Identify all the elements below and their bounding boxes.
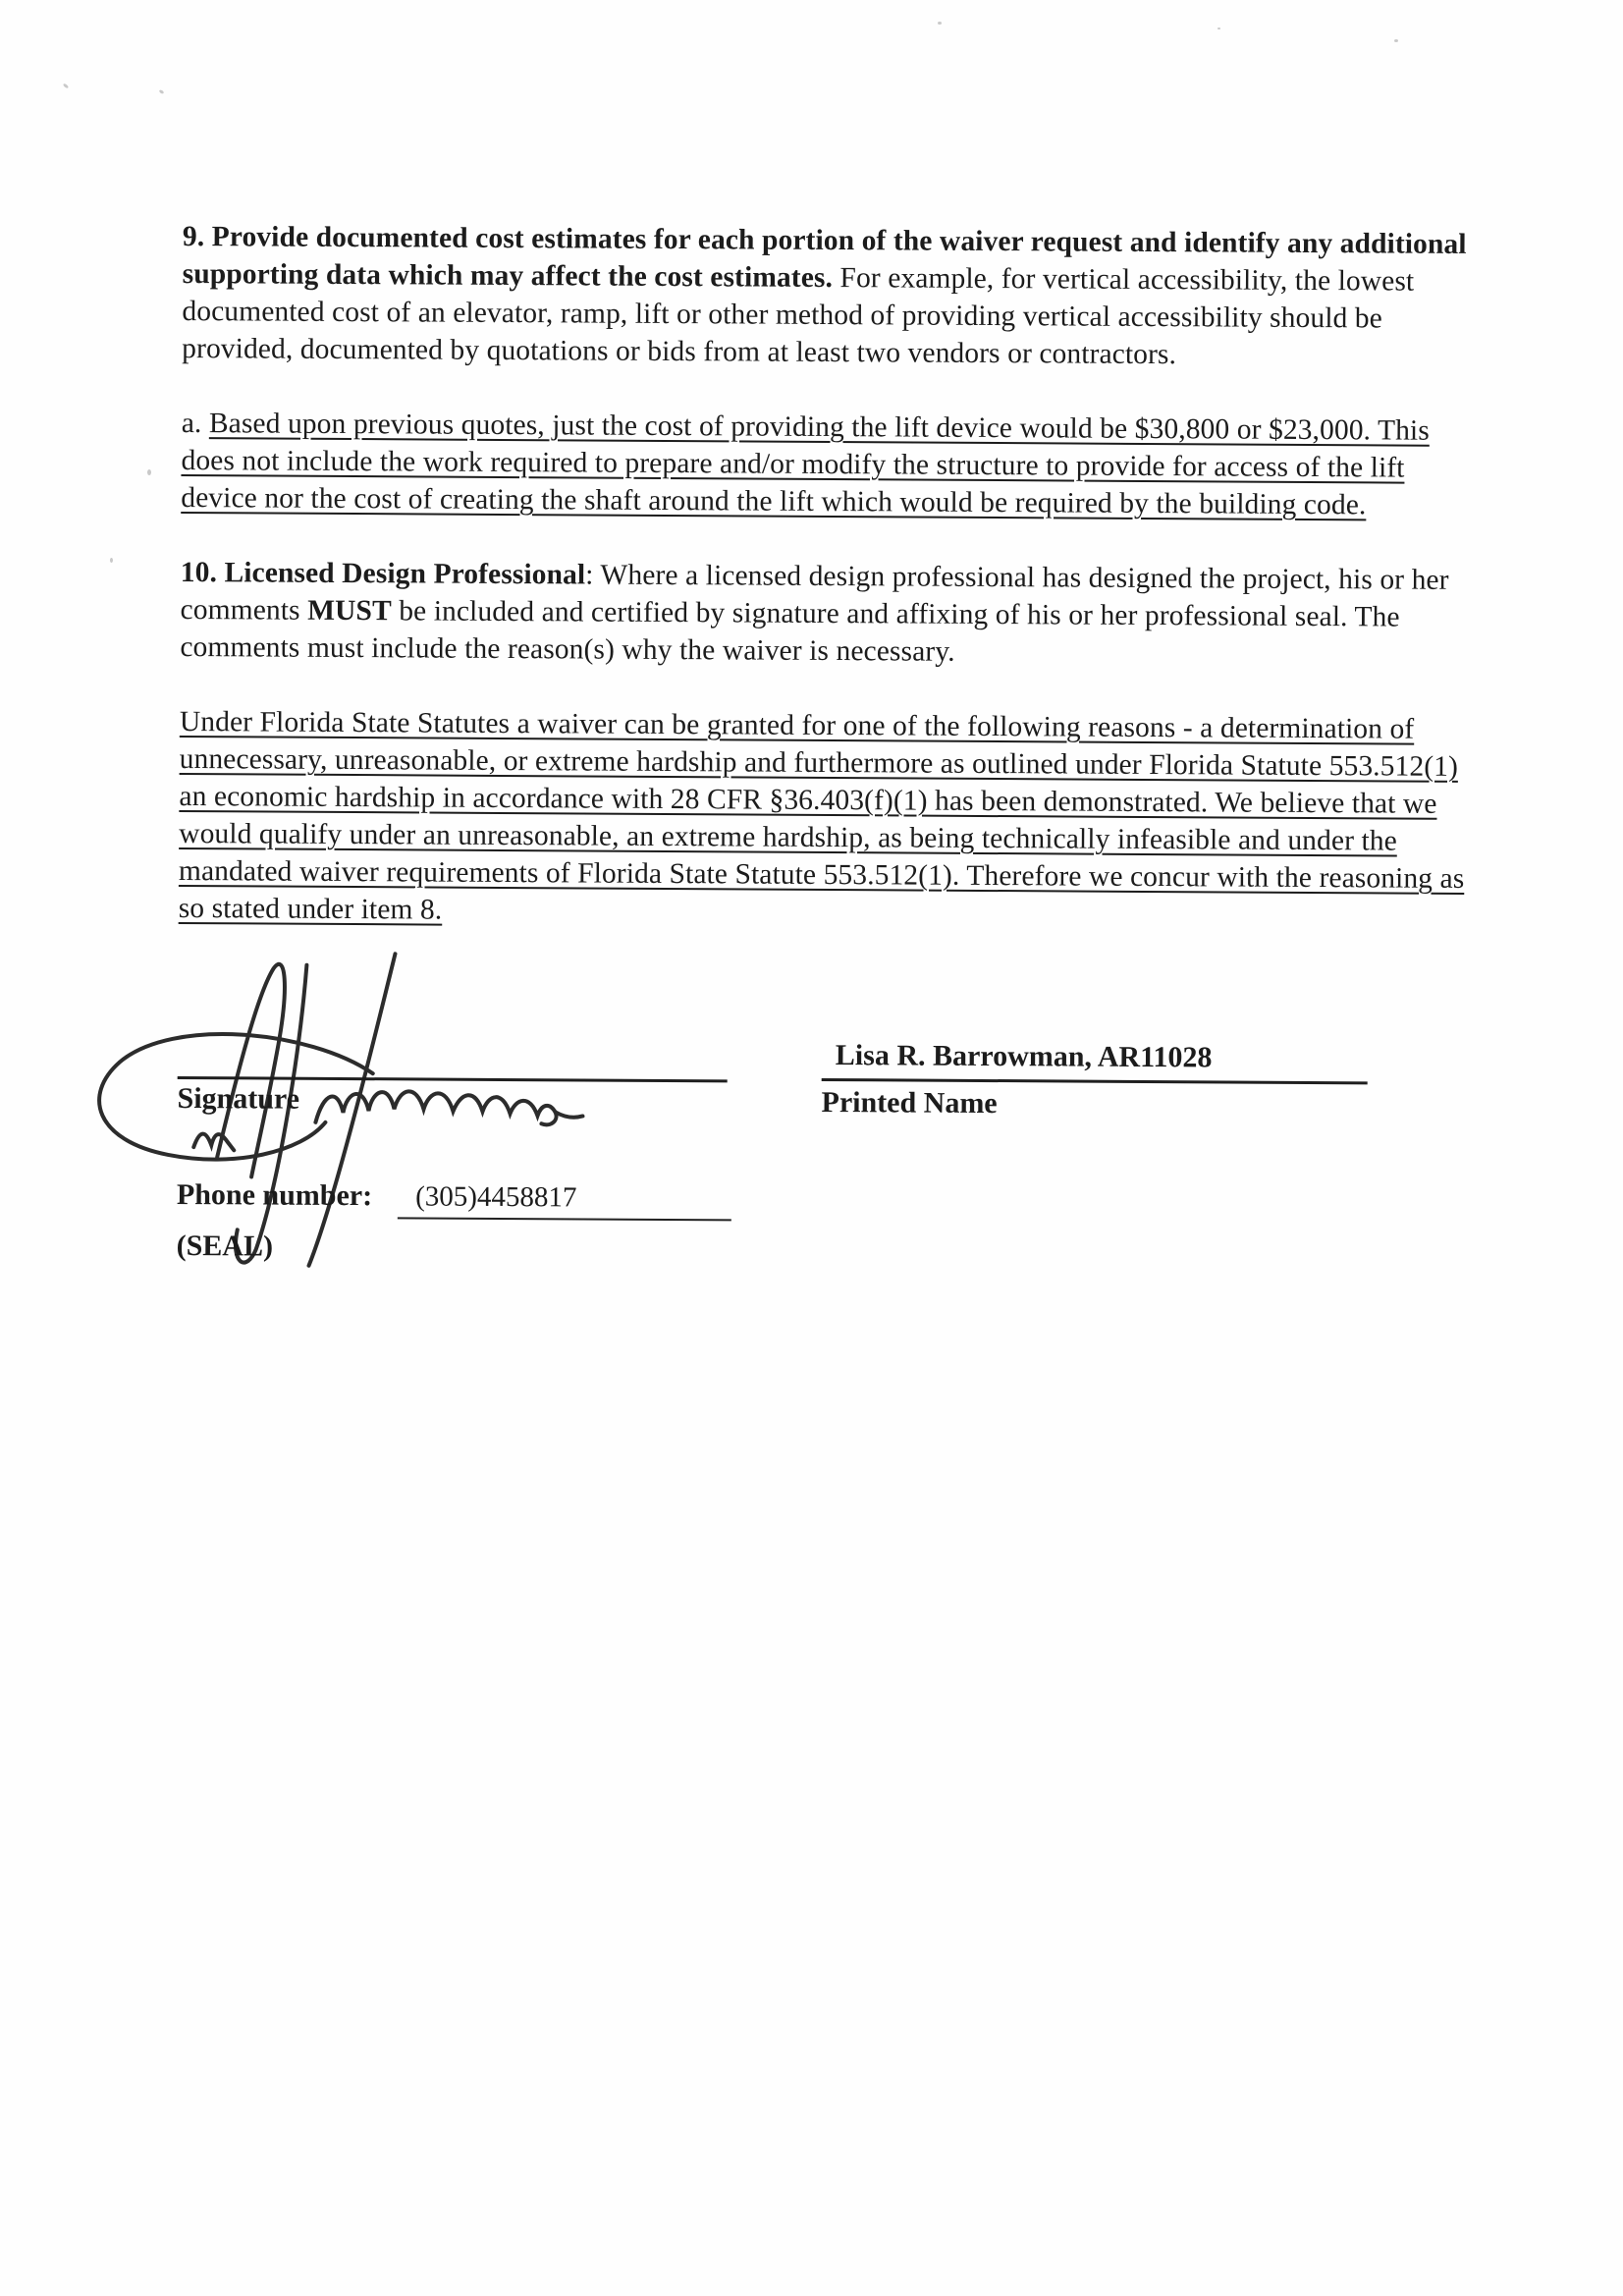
item-a-underlined-text: Based upon previous quotes, just the cost of providing the lift device would be $30,800 or $23,000. This does not include the work required to prepare and/or modify the structure to provide for access of the lift device nor the cost of creating the shaft around the lift which would be required by the building code.	[181, 408, 1430, 521]
item-10-bold-lead: 10. Licensed Design Professional	[180, 556, 586, 591]
paragraph-item-a	[181, 405, 1478, 524]
printed-name-value: Lisa R. Barrowman, AR11028	[822, 1039, 1368, 1084]
phone-number-value: (305)4458817	[398, 1180, 731, 1221]
printed-name-label: Printed Name	[821, 1085, 998, 1121]
paragraph-statutes	[179, 703, 1476, 935]
item-10-body-text: be included and certified by signature and affixing of his or her professional seal. The comments must include the reason(s) why the waiver is necessary.	[180, 595, 1400, 668]
item-10-must-emphasis: MUST	[307, 594, 392, 628]
signature-block	[177, 990, 1474, 1123]
item-9-body-text: For example, for vertical accessibility, the lowest documented cost of an elevator, ramp, lift or other method of providing vertical accessibility should be provided, documented by quotations or bids from at least two vendors or contractors.	[182, 262, 1415, 371]
paragraph-item-10	[180, 554, 1477, 674]
item-9-bold-lead: 9. Provide documented cost estimates for each portion of the waiver request and identify any additional supporting data which may affect the cost estimates.	[182, 220, 1467, 295]
phone-number-row	[177, 1178, 1473, 1226]
signature-line	[178, 990, 729, 1082]
item-10-mid-text: : Where a licensed design professional has designed the project, his or her comments	[180, 559, 1449, 627]
item-a-prefix: a.	[181, 407, 210, 440]
statutes-underlined-text: Under Florida State Statutes a waiver can be granted for one of the following reasons - a determination of unnecessary, unreasonable, or extreme hardship and furthermore as outlined under Florida Statute 553.512(1) an economic hardship in accordance with 28 CFR §36.403(f)(1) has been demonstrated. We believe that we would qualify under an unreasonable, an extreme hardship, as being technically infeasible and under the mandated waiver requirements of Florida State Statute 553.512(1). Therefore we concur with the reasoning as so stated under item 8.	[178, 705, 1465, 926]
signature-column	[177, 990, 728, 1119]
printed-name-column	[821, 994, 1368, 1122]
seal-label: (SEAL)	[176, 1229, 274, 1263]
phone-number-label: Phone number:	[176, 1177, 373, 1213]
paragraph-item-9	[182, 218, 1479, 375]
signature-label: Signature	[177, 1081, 300, 1116]
